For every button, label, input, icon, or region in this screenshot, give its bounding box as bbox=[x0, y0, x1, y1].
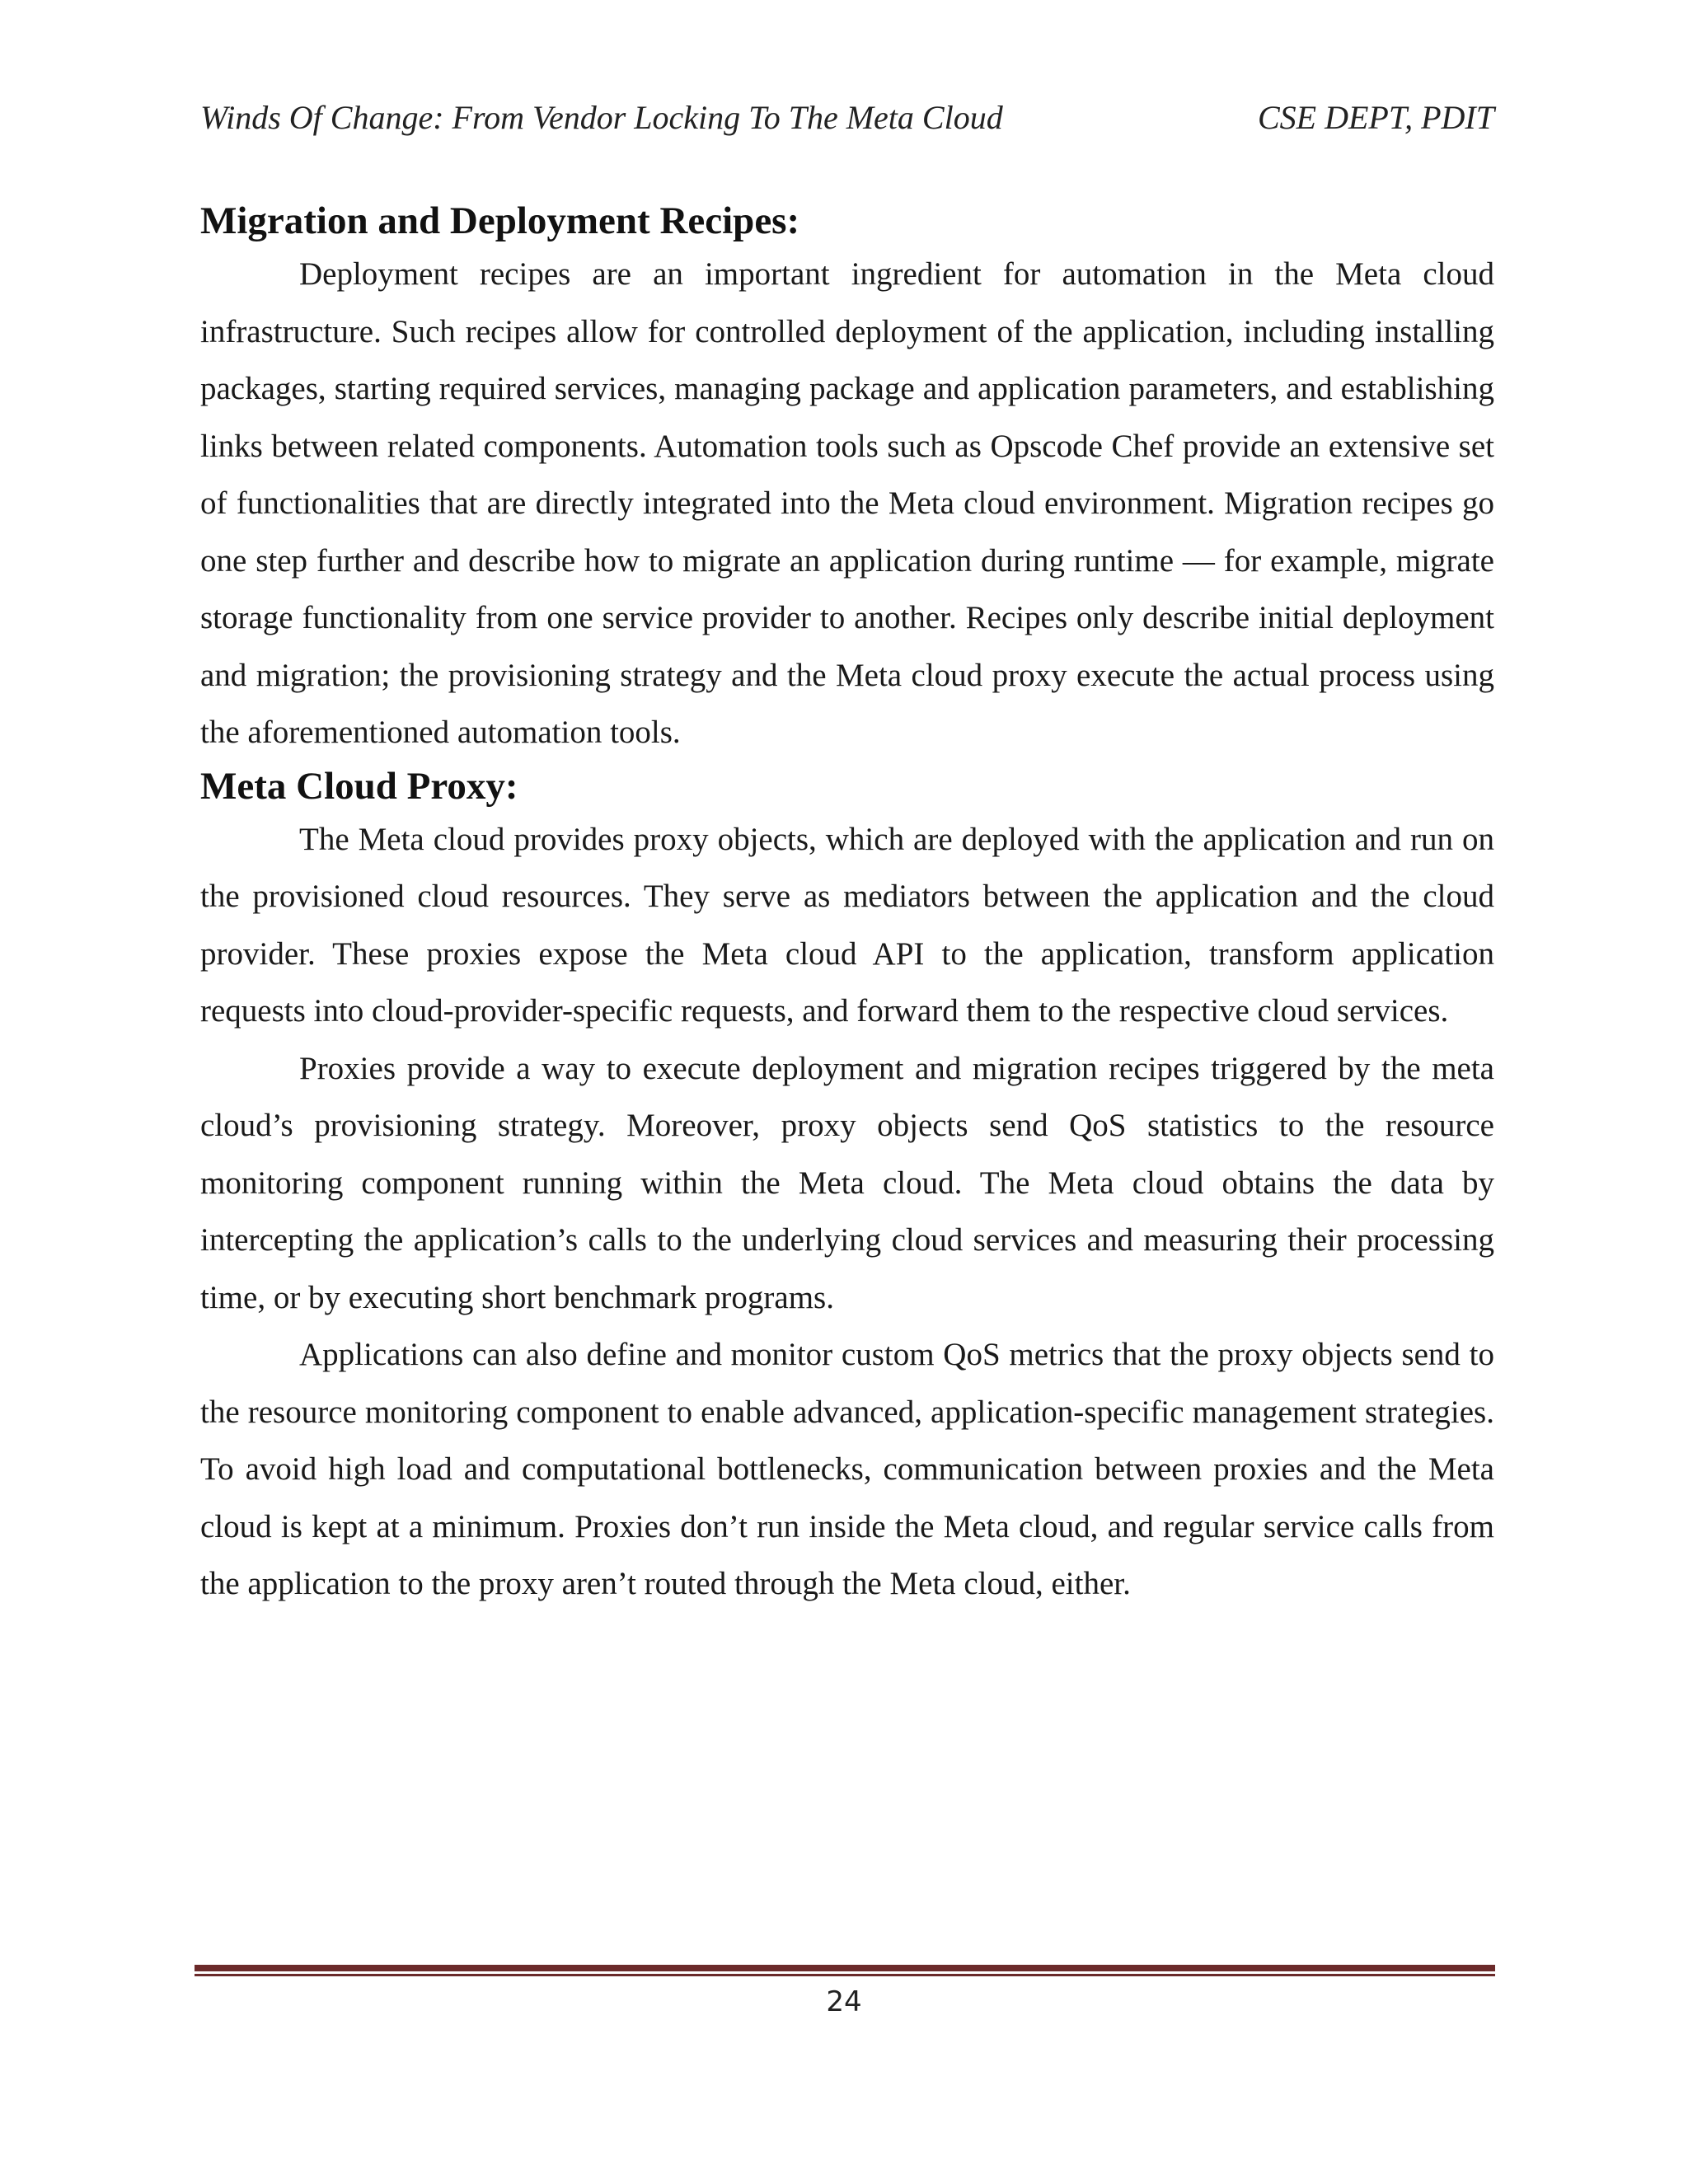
header-document-title: Winds Of Change: From Vendor Locking To The Meta Cloud bbox=[200, 99, 1003, 136]
page-content bbox=[200, 196, 1494, 1613]
paragraph-proxy-custom-metrics: Applications can also define and monitor custom QoS metrics that the proxy objects send to the resource monitoring component to enable advanced, application-specific management strategies. To avoid high load and computational bottlenecks, communication between proxies and the Meta cloud is kept at a minimum. Proxies don’t run inside the Meta cloud, and regular service calls from the application to the proxy aren’t routed through the Meta cloud, either. bbox=[200, 1337, 1494, 1601]
footer-rule-thick bbox=[195, 1965, 1495, 1971]
header-department: CSE DEPT, PDIT bbox=[1257, 99, 1494, 136]
paragraph-proxy-intro: The Meta cloud provides proxy objects, which are deployed with the application and run on the provisioned cloud resources. They serve as mediators between the application and the cloud provider. These proxies expose the Meta cloud API to the application, transform application requests into cloud-provider-specific requests, and forward them to the respective cloud services. bbox=[200, 821, 1494, 1029]
section-heading-recipes: Migration and Deployment Recipes: bbox=[200, 199, 800, 242]
page-number: 24 bbox=[826, 1985, 862, 2018]
footer-rule-thin bbox=[195, 1974, 1495, 1976]
paragraph-recipes: Deployment recipes are an important ingredient for automation in the Meta cloud infrastructure. Such recipes allow for controlled deployment of the application, including installing packages, starting required services, managing package and application parameters, and establishing links between related components. Automation tools such as Opscode Chef provide an extensive set of functionalities that are directly integrated into the Meta cloud environment. Migration recipes go one step further and describe how to migrate an application during runtime — for example, migrate storage functionality from one service provider to another. Recipes only describe initial deployment and migration; the provisioning strategy and the Meta cloud proxy execute the actual process using the aforementioned automation tools. bbox=[200, 256, 1494, 750]
running-header bbox=[200, 97, 1494, 138]
section-heading-proxy: Meta Cloud Proxy: bbox=[200, 764, 518, 808]
paragraph-proxy-qos: Proxies provide a way to execute deployment and migration recipes triggered by the meta cloud’s provisioning strategy. Moreover, proxy objects send QoS statistics to the resource monitoring component running within the Meta cloud. The Meta cloud obtains the data by intercepting the application’s calls to the underlying cloud services and measuring their processing time, or by executing short benchmark programs. bbox=[200, 1050, 1494, 1315]
